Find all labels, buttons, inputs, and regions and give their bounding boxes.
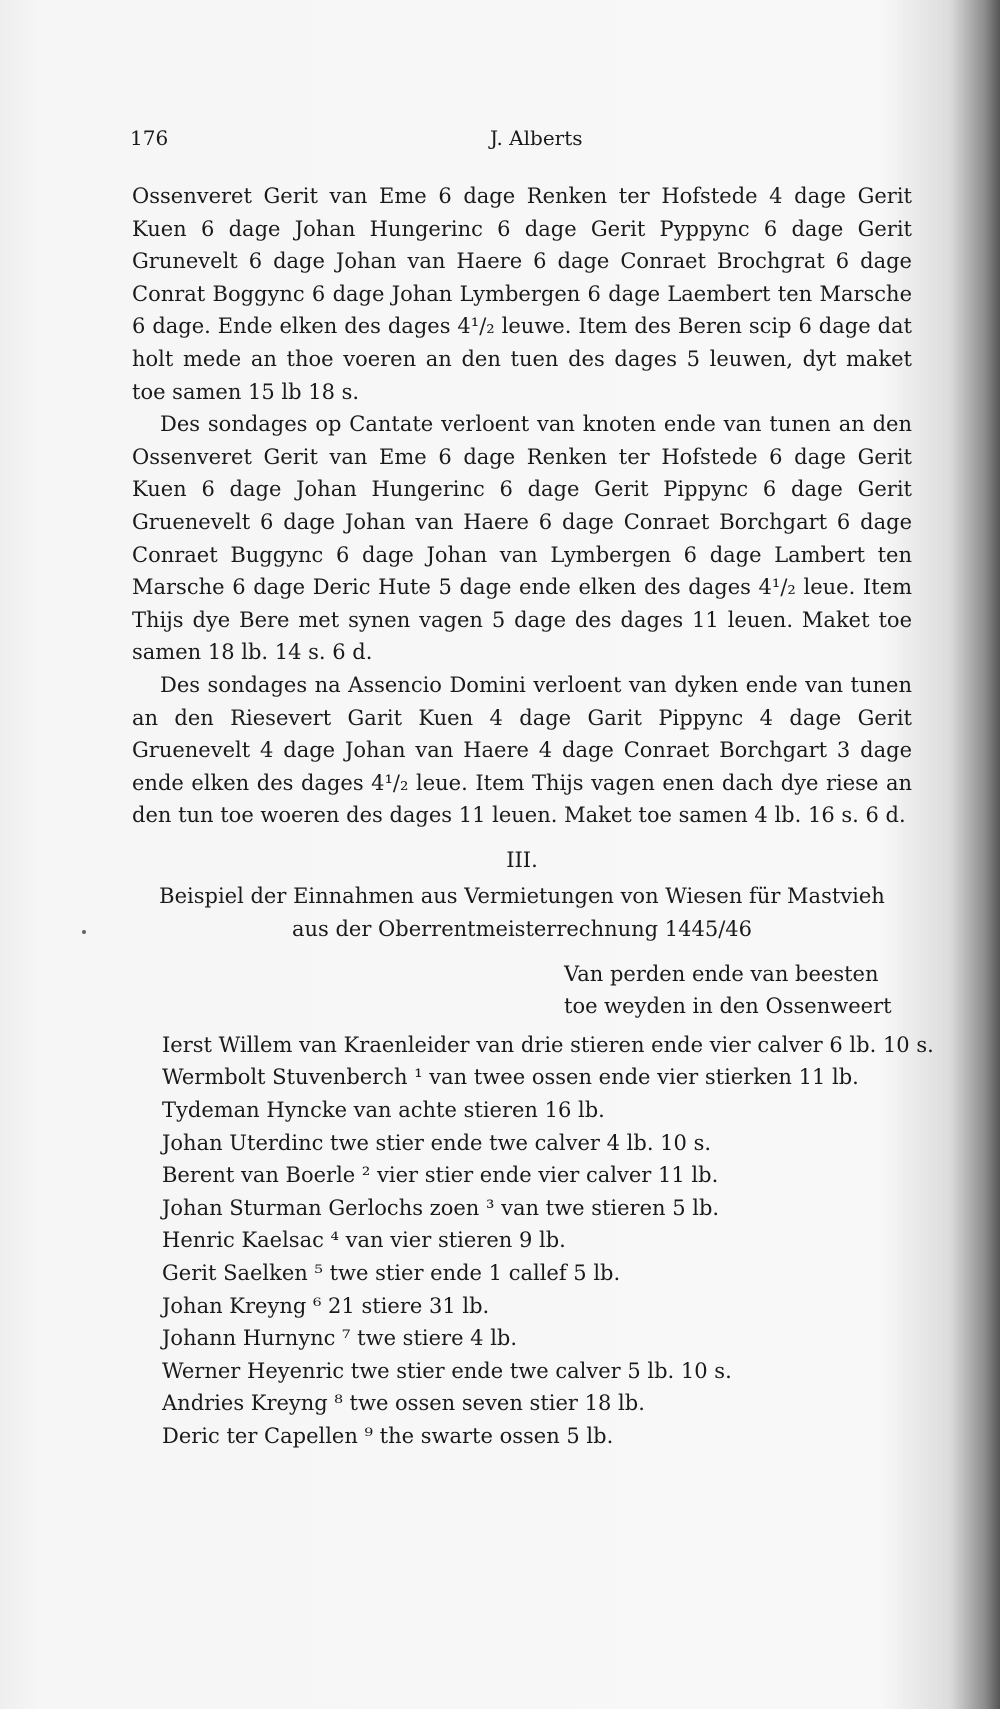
- paragraph-2: Des sondages op Cantate verloent van knoten ende van tunen an den Ossenveret Gerit van Eme 6 dage Renken ter Hofstede 6 dage Gerit Kuen 6 dage Johan Hungerinc 6 dage Gerit Pippync 6 dage Gerit Gruenevelt 6 dage Johan van Haere 6 dage Conraet Borchgart 6 dage Conraet Buggync 6 dage Johan van Lymbergen 6 dage Lambert ten Marsche 6 dage Deric Hute 5 dage ende elken des dages 4¹/₂ leue. Item Thijs dye Bere met synen vagen 5 dage des dages 11 leuen. Maket toe samen 18 lb. 14 s. 6 d.: [132, 412, 912, 665]
- list-item: Johan Sturman Gerlochs zoen ³ van twe stieren 5 lb.: [162, 1195, 720, 1220]
- list-item: Johan Uterdinc twe stier ende twe calver 4 lb. 10 s.: [162, 1130, 712, 1155]
- paragraph-1: Ossenveret Gerit van Eme 6 dage Renken ter Hofstede 4 dage Gerit Kuen 6 dage Johan Hungerinc 6 dage Gerit Pyppync 6 dage Gerit Grunevelt 6 dage Johan van Haere 6 dage Conraet Brochgrat 6 dage Conrat Boggync 6 dage Johan Lymbergen 6 dage Laembert ten Marsche 6 dage. Ende elken des dages 4¹/₂ leuwe. Item des Beren scip 6 dage dat holt mede an thoe voeren an den tuen des dages 5 leuwen, dyt maket toe samen 15 lb 18 s.: [132, 184, 912, 404]
- list-item: Andries Kreyng ⁸ twe ossen seven stier 18 lb.: [162, 1391, 645, 1416]
- entries-list: [162, 1029, 934, 1453]
- page-number: 176: [130, 126, 169, 150]
- list-item: Deric ter Capellen ⁹ the swarte ossen 5 lb.: [162, 1423, 614, 1448]
- list-item: Henric Kaelsac ⁴ van vier stieren 9 lb.: [162, 1228, 566, 1253]
- margin-dot: [82, 930, 86, 934]
- page-body: [132, 180, 934, 1453]
- paragraph-3: Des sondages na Assencio Domini verloent van dyken ende van tunen an den Riesevert Garit Kuen 4 dage Garit Pippync 4 dage Gerit Gruenevelt 4 dage Johan van Haere 4 dage Conraet Borchgart 3 dage ende elken des dages 4¹/₂ leue. Item Thijs vagen enen dach dye riese an den tun toe woeren des dages 11 leuen. Maket toe samen 4 lb. 16 s. 6 d.: [132, 672, 912, 828]
- account-heading-line-1: Van perden ende van beesten: [564, 961, 879, 986]
- account-heading-line-2: toe weyden in den Ossenweert: [564, 994, 892, 1019]
- running-header: [130, 122, 910, 154]
- list-item: Berent van Boerle ² vier stier ende vier calver 11 lb.: [162, 1163, 719, 1188]
- list-item: Ierst Willem van Kraenleider van drie stieren ende vier calver 6 lb. 10 s.: [162, 1032, 934, 1057]
- section-caption: Beispiel der Einnahmen aus Vermietungen von Wiesen für Mastvieh aus der Oberrentmeisterrechnung 1445/46: [159, 884, 885, 942]
- account-heading: [564, 958, 912, 1023]
- list-item: Werner Heyenric twe stier ende twe calver 5 lb. 10 s.: [162, 1358, 732, 1383]
- list-item: Johan Kreyng ⁶ 21 stiere 31 lb.: [162, 1293, 490, 1318]
- list-item: Wermbolt Stuvenberch ¹ van twee ossen ende vier stierken 11 lb.: [162, 1065, 859, 1090]
- list-item: Johann Hurnync ⁷ twe stiere 4 lb.: [162, 1326, 518, 1351]
- list-item: Gerit Saelken ⁵ twe stier ende 1 callef 5 lb.: [162, 1261, 621, 1285]
- section-number: III.: [506, 847, 538, 872]
- list-item: Tydeman Hyncke van achte stieren 16 lb.: [162, 1098, 605, 1123]
- running-header-author: J. Alberts: [490, 126, 583, 150]
